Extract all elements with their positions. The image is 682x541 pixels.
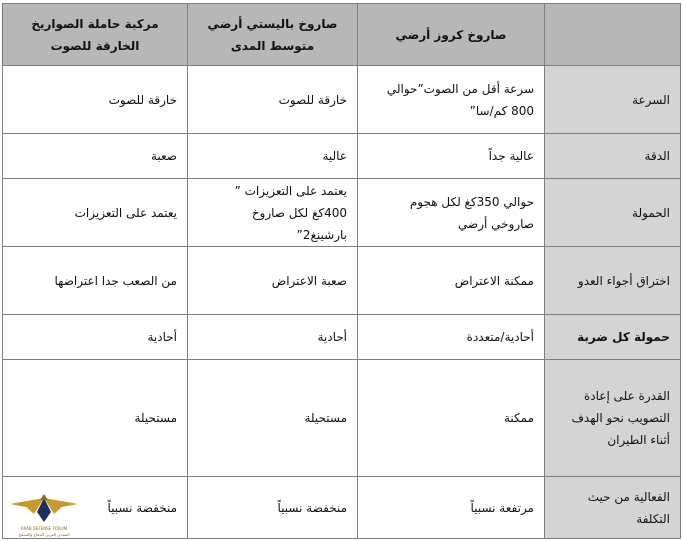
cell-ballistic: أحادية (188, 315, 358, 360)
cell-ballistic: يعتمد على التعزيزات ” 400كغ لكل صاروخ بارشينغ2” (188, 179, 358, 247)
row-label-speed: السرعة (545, 66, 681, 134)
cell-cruise: سرعة أقل من الصوت”حوالي 800 كم/سا” (358, 66, 545, 134)
cell-ballistic: خارقة للصوت (188, 66, 358, 134)
cell-hypersonic: يعتمد على التعزيزات (3, 179, 188, 247)
row-label-retargeting: القدرة على إعادة التصويب نحو الهدف أثناء الطيران (545, 360, 681, 477)
cell-ballistic: صعبة الاعتراض (188, 247, 358, 315)
cell-cruise: مرتفعة نسبياً (358, 477, 545, 539)
watermark-line2: المنتدى العربي للدفاع والتسليح (18, 532, 70, 537)
table-row (3, 179, 681, 247)
cell-cruise: عالية جداً (358, 134, 545, 179)
cell-ballistic: مستحيلة (188, 360, 358, 477)
row-label-cost-effectiveness: الفعالية من حيث التكلفة (545, 477, 681, 539)
row-label-penetration: اختراق أجواء العدو (545, 247, 681, 315)
header-ballistic-missile: صاروخ باليستي أرضي متوسط المدى (188, 4, 358, 66)
eagle-emblem-icon (4, 492, 84, 526)
cell-cruise: أحادية/متعددة (358, 315, 545, 360)
row-label-strike-load: حمولة كل ضربة (545, 315, 681, 360)
arab-defense-forum-logo (4, 492, 84, 538)
header-blank (545, 4, 681, 66)
row-label-payload: الحمولة (545, 179, 681, 247)
cell-hypersonic: من الصعب جدا اعتراضها (3, 247, 188, 315)
table-row (3, 134, 681, 179)
cell-cruise: ممكنة الاعتراض (358, 247, 545, 315)
cell-hypersonic: مستحيلة (3, 360, 188, 477)
header-row (3, 4, 681, 66)
cell-hypersonic: أحادية (3, 315, 188, 360)
cell-hypersonic: منخفضة نسبياً (3, 477, 188, 539)
cell-ballistic: عالية (188, 134, 358, 179)
cell-hypersonic: صعبة (3, 134, 188, 179)
header-hypersonic-vehicle: مركبة حاملة الصواريخ الخارقة للصوت (3, 4, 188, 66)
comparison-table (2, 3, 681, 539)
watermark-line1: ARAB DEFENSE FORUM (20, 526, 68, 531)
table-row (3, 477, 681, 539)
cell-hypersonic: خارقة للصوت (3, 66, 188, 134)
table-row (3, 66, 681, 134)
cell-cruise: ممكنة (358, 360, 545, 477)
table-row (3, 315, 681, 360)
cell-ballistic: منخفضة نسبياً (188, 477, 358, 539)
table-row (3, 360, 681, 477)
header-cruise-missile: صاروخ كروز أرضي (358, 4, 545, 66)
row-label-accuracy: الدقة (545, 134, 681, 179)
table-row (3, 247, 681, 315)
cell-cruise: حوالي 350كغ لكل هجوم صاروخي أرضي (358, 179, 545, 247)
